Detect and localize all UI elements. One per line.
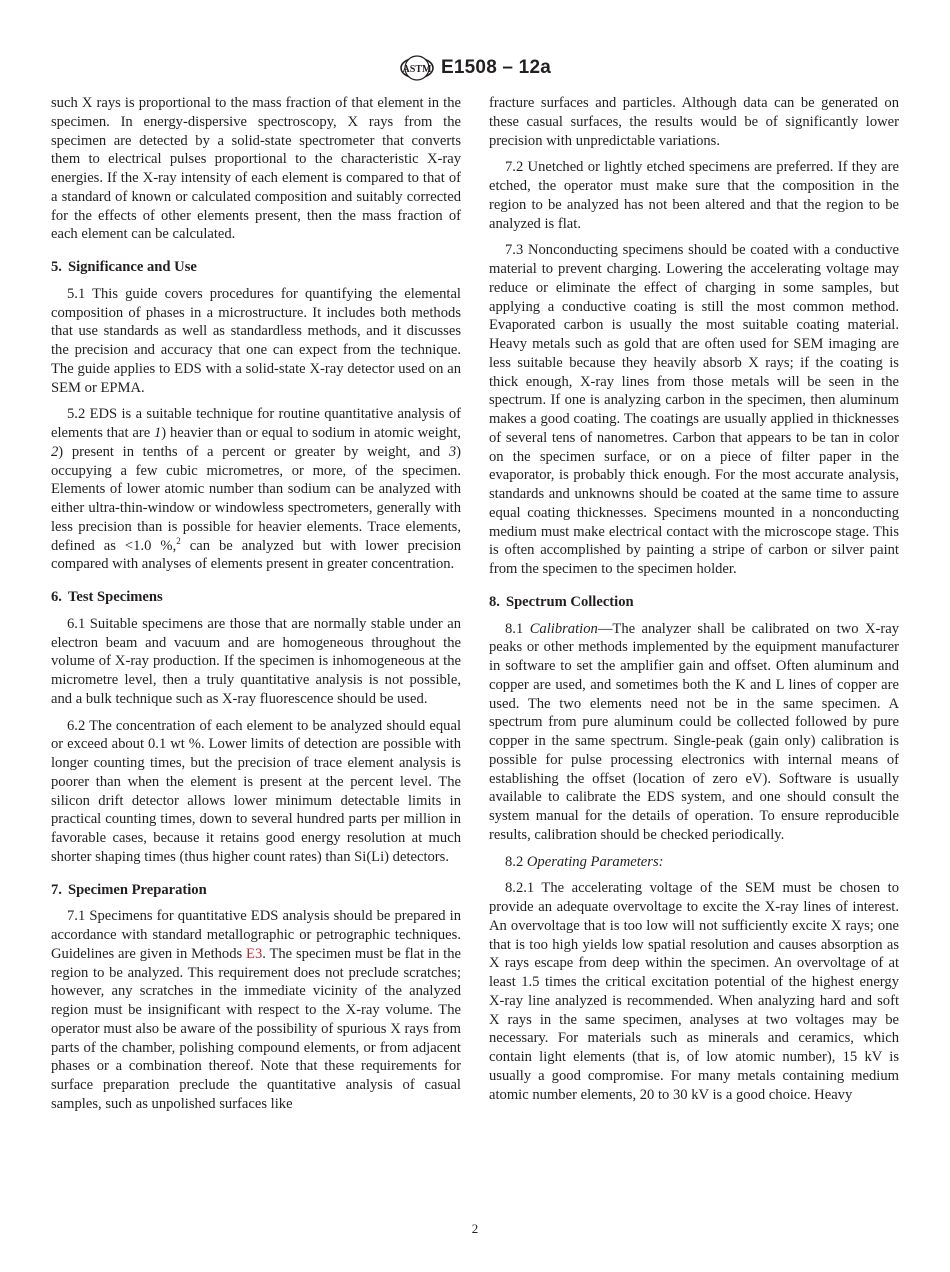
section-title: Spectrum Collection [505,593,634,610]
text-run: . The specimen must be flat in the region to be analyzed. This requirement does not preclude scratches; however, any scratches in the immediate vicinity of the analyzed region must be insignificant with respect to the X-ray volume. The operator must also be aware of the possibility of spurious X rays from parts of the chamber, polishing compound elements, or from adjacent phases or a combination thereof. Note that these requirements for surface preparation preclude the quantitative analysis of casual samples, such as unpolished surfaces like [51,945,461,1112]
paragraph-7-3: 7.3 Nonconducting specimens should be coated with a conductive material to prevent charging. Lowering the accelerating voltage may reduce or eliminate the effect of charging in some samples, but applying a conductive coating is still the most common method. Evaporated carbon is usually the most suitable coating material. Heavy metals such as gold that are often used for SEM imaging are less suitable because they heavily absorb X rays; if the coating is thick enough, X-ray lines from those metals will be seen in the spectrum. If one is analyzing carbon in the specimen, then aluminum makes a good coating. The coatings are usually applied in thicknesses of several tens of nanometres. Carbon that appears to be tan in color on the specimen surface, or on a piece of filter paper in the evaporator, is probably thick enough. For the most accurate analysis, standards and unknowns should be coated at the same time to assure equal coating thicknesses. Specimens mounted in a nonconducting medium must make electrical contact with the microscope stage. This is often accomplished by painting a stripe of carbon or silver paint from the specimen to the specimen holder. [489,242,899,577]
section-5-heading [51,258,461,277]
svg-text:ASTM: ASTM [402,64,432,75]
section-title: Test Specimens [67,589,163,605]
text-run: can be analyzed but with lower precision compared with analyses of elements present in greater concentration. [51,537,461,573]
section-number: 5. [51,259,62,275]
paragraph-8-2 [489,853,899,872]
section-7-heading [51,881,461,900]
text-run: 5.2 EDS is a suitable technique for routine quantitative analysis of elements that are [51,406,461,441]
paragraph-8-2-1: 8.2.1 The accelerating voltage of the SEM must be chosen to provide an adequate overvoltage to excite the X-ray lines of interest. An overvoltage that is too low will not sufficiently excite X rays; one that is too high yields low spatial resolution and causes absorption as X rays escape from deep within the specimen. An overvoltage of at least 1.5 times the critical excitation potential of the highest energy X-ray line analyzed is recommended. When analyzing hard and soft X rays in the same specimen, analyses at two voltages may be necessary. For materials such as minerals and ceramics, which contain light elements (that is, of low atomic number), 15 kV is usually a good compromise. For many metals containing medium atomic number elements, 20 to 30 kV is a good choice. Heavy [489,880,899,1103]
left-column [51,94,461,1122]
paragraph-5-2 [51,405,461,574]
list-marker: 2 [51,443,59,460]
footnote-ref[interactable]: 2 [176,535,181,546]
paragraph-6-2: 6.2 The concentration of each element to be analyzed should equal or exceed about 0.1 wt %. Lower limits of detection are possible with longer counting times, but the precision of trace element analysis is poorer than when the element is present at the percent level. The silicon drift detector allows lower minimum detectable limits in practical counting times, down to several hundred parts per million in favorable cases, because it retains good energy resolution at much shorter shaping times (thus higher count rates) than Si(Li) detectors. [51,717,461,865]
page-header [0,51,950,85]
paragraph-7-1-continuation: fracture surfaces and particles. Although data can be generated on these casual surfaces, the results would be of significantly lower precision with unpredictable variations. [489,95,899,149]
section-8-heading [489,593,899,612]
text-run: 7.1 Specimens for quantitative EDS analysis should be prepared in accordance with standard metallographic or petrographic techniques. Guidelines are given in Methods [51,908,461,962]
paragraph-4-continuation: such X rays is proportional to the mass fraction of that element in the specimen. In energy-dispersive spectroscopy, X rays from the specimen are detected by a solid-state spectrometer that converts them to electrical pulses proportional to the characteristic X-ray energies. If the X-ray intensity of each element is compared to that of a standard of known or calculated composition and suitably corrected for the effects of other elements present, then the mass fraction of each element can be calculated. [51,95,461,243]
list-marker: 3 [448,443,457,460]
subsection-label: Operating Parameters: [526,853,664,870]
section-title: Significance and Use [67,259,197,275]
text-run: 8.1 [505,620,530,637]
page-number: 2 [471,1221,479,1236]
paragraph-8-1 [489,620,899,845]
text-run: ) heavier than or equal to sodium in atomic weight, [161,425,462,441]
reference-link-e3[interactable]: E3 [246,945,263,962]
paragraph-5-1: 5.1 This guide covers procedures for quantifying the elemental composition of phases in a microstructure. It includes both methods that use standards as well as standardless methods, and it discusses the precision and accuracy that one can expect from the technique. The guide applies to EDS with a solid-state X-ray detector used on an SEM or EPMA. [51,285,461,396]
text-run: ) occupying a few cubic micrometres, or more, of the specimen. Elements of lower atomic number than sodium can be analyzed with either ultra-thin-window or windowless spectrometers, generally with less precision than is possible for heavier elements. Trace elements, defined as <1.0 %, [51,443,461,554]
text-run: —The analyzer shall be calibrated on two X-ray peaks or other methods implemented by the equipment manufacturer in software to set the amplifier gain and offset. Often aluminum and copper are used, and sometimes both the K and L lines of copper are used. The two elements need not be in the same specimen. A spectrum from pure aluminum could be collected followed by pure copper in the same spectrum. Single-peak (gain only) calibration is possible for pulse processing electronics with internal means of establishing the offset (location of zero eV). Software is usually available to calibrate the EDS system, and one should consult the system manual for the details of operation. To ensure reproducible results, calibration should be checked periodically. [489,620,899,843]
paragraph-6-1: 6.1 Suitable specimens are those that are normally stable under an electron beam and vacuum and are homogeneous throughout the volume of X-ray production. If the specimen is inhomogeneous at the micrometre level, then a truly quantitative analysis is not possible, and a bulk technique such as X-ray fluorescence should be used. [51,615,461,707]
text-run: ) present in tenths of a percent or greater by weight, and [58,443,449,460]
section-number: 6. [51,589,62,605]
section-number: 7. [51,881,62,898]
section-title: Specimen Preparation [67,881,207,898]
section-6-heading [51,588,461,607]
paragraph-7-2: 7.2 Unetched or lightly etched specimens are preferred. If they are etched, the operator must make sure that the composition in the region to be analyzed has not been altered and that the region to be analyzed is flat. [489,159,899,232]
section-number: 8. [489,593,500,610]
right-column [489,94,899,1112]
subsection-label: Calibration [529,620,598,637]
document-id: E1508 – 12a [441,57,551,78]
astm-logo-icon [399,51,435,85]
list-marker: 1 [154,425,162,441]
text-run: 8.2 [505,853,527,870]
paragraph-7-1 [51,907,461,1113]
